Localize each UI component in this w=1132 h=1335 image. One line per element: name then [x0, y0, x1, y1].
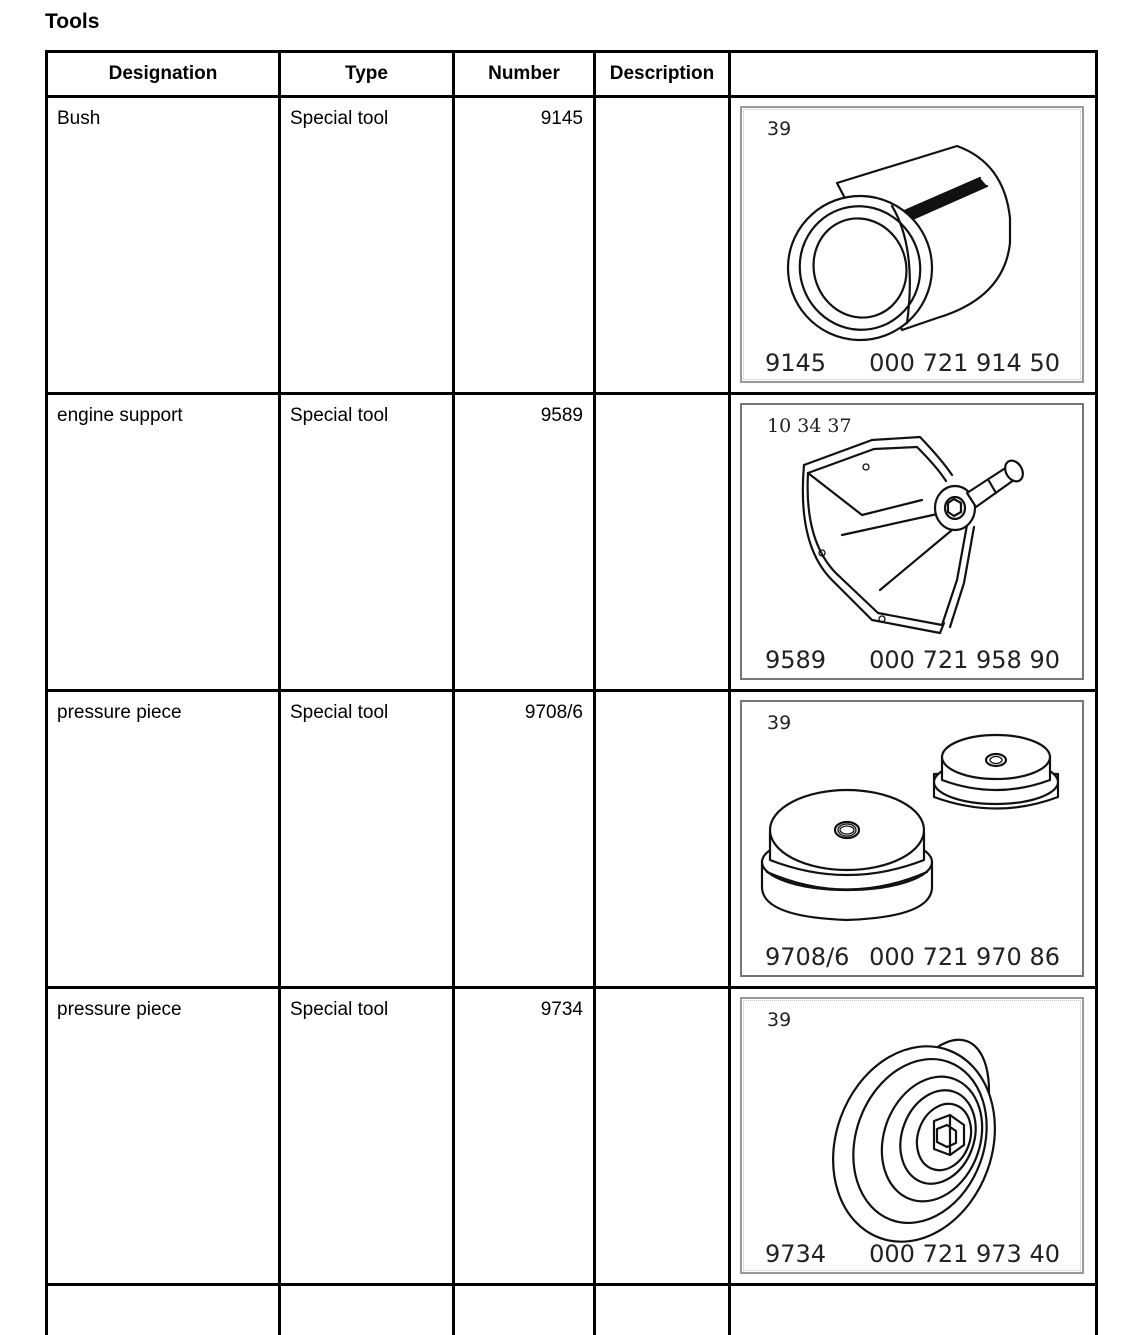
bush-tool-icon	[742, 108, 1086, 385]
image-cell	[730, 1285, 1097, 1335]
page-title: Tools	[45, 10, 100, 33]
engine-support-tool-icon	[742, 405, 1086, 682]
tool-figure	[740, 403, 1084, 680]
table-row	[47, 394, 1097, 691]
image-cell	[730, 691, 1097, 988]
type-cell: Special tool	[280, 691, 454, 988]
tool-figure	[740, 700, 1084, 977]
table-row	[47, 691, 1097, 988]
designation-cell: pressure piece	[47, 691, 280, 988]
number-cell: 9589	[454, 394, 595, 691]
column-header-designation: Designation	[47, 52, 280, 97]
table-row	[47, 97, 1097, 394]
designation-cell: pressure piece	[47, 988, 280, 1285]
type-cell: Special tool	[280, 988, 454, 1285]
description-cell	[595, 988, 730, 1285]
type-cell: Special tool	[280, 394, 454, 691]
description-cell	[595, 394, 730, 691]
designation-cell	[47, 1285, 280, 1335]
designation-cell: Bush	[47, 97, 280, 394]
column-header-type: Type	[280, 52, 454, 97]
figure-part-number: 000 721 914 50	[869, 349, 1060, 377]
description-cell	[595, 97, 730, 394]
figure-code: 39	[767, 712, 792, 735]
image-cell	[730, 394, 1097, 691]
tool-figure	[740, 106, 1084, 383]
figure-tool-number: 9734	[765, 1240, 827, 1269]
figure-tool-number: 9145	[765, 349, 827, 377]
type-cell: Special tool	[280, 97, 454, 394]
description-cell	[595, 691, 730, 988]
table-header-row	[47, 52, 1097, 97]
column-header-number: Number	[454, 52, 595, 97]
figure-tool-number: 9708/6	[765, 943, 850, 972]
tool-figure	[740, 997, 1084, 1274]
pressure-piece-pair-icon	[742, 702, 1086, 979]
figure-code: 10 34 37	[767, 415, 852, 438]
number-cell	[454, 1285, 595, 1335]
image-cell	[730, 988, 1097, 1285]
column-header-description: Description	[595, 52, 730, 97]
designation-cell: engine support	[47, 394, 280, 691]
description-cell	[595, 1285, 730, 1335]
figure-part-number: 000 721 970 86	[869, 943, 1060, 972]
type-cell	[280, 1285, 454, 1335]
table-row	[47, 988, 1097, 1285]
figure-code: 39	[767, 118, 792, 140]
table-row	[47, 1285, 1097, 1335]
tools-table	[45, 50, 1098, 1335]
number-cell: 9708/6	[454, 691, 595, 988]
column-header-image	[730, 52, 1097, 97]
figure-tool-number: 9589	[765, 646, 827, 675]
figure-part-number: 000 721 973 40	[869, 1240, 1060, 1269]
figure-code: 39	[767, 1009, 792, 1032]
pressure-piece-bolt-icon	[742, 999, 1086, 1276]
image-cell	[730, 97, 1097, 394]
number-cell: 9734	[454, 988, 595, 1285]
number-cell: 9145	[454, 97, 595, 394]
figure-part-number: 000 721 958 90	[869, 646, 1060, 675]
